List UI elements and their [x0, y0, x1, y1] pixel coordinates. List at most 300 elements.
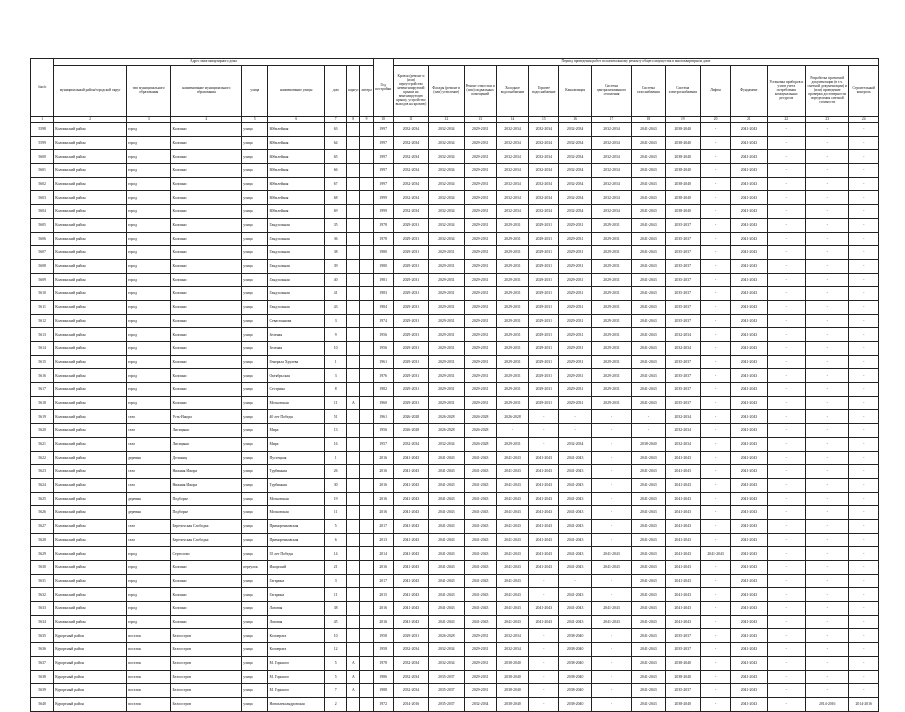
- table-cell: Колпинский район: [54, 437, 127, 451]
- table-cell: 5638: [31, 670, 54, 684]
- table-cell: 2029-2031: [464, 191, 496, 205]
- table-cell: 2038-2040: [665, 205, 700, 219]
- table-cell: улица: [242, 465, 268, 479]
- table-cell: 2032-2034: [559, 177, 591, 191]
- table-cell: 2032-2034: [529, 177, 559, 191]
- table-cell: -: [767, 355, 805, 369]
- table-cell: 5620: [31, 424, 54, 438]
- table-cell: 2041-2043: [496, 574, 528, 588]
- table-cell: -: [700, 602, 730, 616]
- table-cell: 1997: [373, 136, 393, 150]
- table-cell: 2029-2031: [393, 342, 428, 356]
- table-cell: 1980: [373, 246, 393, 260]
- table-cell: 2032-2034: [496, 164, 528, 178]
- table-cell: 43: [325, 300, 347, 314]
- table-cell: 11: [325, 396, 347, 410]
- table-cell: [360, 684, 373, 698]
- table-cell: 2032-2034: [591, 150, 631, 164]
- table-cell: Кооперата: [268, 629, 325, 643]
- table-cell: 2014-2016: [849, 697, 879, 711]
- table-cell: 2041-2043: [632, 136, 665, 150]
- table-cell: 2041-2043: [731, 437, 767, 451]
- table-cell: 1958: [373, 643, 393, 657]
- table-cell: -: [806, 259, 849, 273]
- table-cell: -: [700, 355, 730, 369]
- table-cell: 2041-2043: [665, 574, 700, 588]
- table-cell: 2029-2031: [559, 300, 591, 314]
- table-cell: 2032-2034: [559, 191, 591, 205]
- column-number: 15: [529, 117, 559, 123]
- table-cell: -: [849, 383, 879, 397]
- table-cell: улица: [242, 519, 268, 533]
- table-cell: -: [849, 191, 879, 205]
- table-cell: 2041-2043: [632, 205, 665, 219]
- table-cell: 2041-2043: [731, 246, 767, 260]
- table-cell: -: [700, 519, 730, 533]
- table-cell: Гагарина: [268, 574, 325, 588]
- table-cell: 2029-2031: [464, 643, 496, 657]
- table-cell: [347, 547, 360, 561]
- table-cell: 2032-2034: [559, 437, 591, 451]
- table-cell: -: [849, 424, 879, 438]
- table-cell: 2029-2031: [464, 136, 496, 150]
- table-cell: -: [496, 424, 528, 438]
- col-header: наименование муниципального образования: [171, 66, 242, 117]
- table-cell: 5632: [31, 588, 54, 602]
- table-cell: [347, 643, 360, 657]
- table-cell: Березочская Слободка: [171, 519, 242, 533]
- table-cell: 2029-2031: [464, 670, 496, 684]
- table-cell: -: [700, 177, 730, 191]
- table-cell: 1997: [373, 150, 393, 164]
- table-cell: улица: [242, 656, 268, 670]
- table-cell: 5: [325, 519, 347, 533]
- table-cell: А: [347, 684, 360, 698]
- table-cell: 2041-2043: [731, 492, 767, 506]
- table-cell: 2032-2034: [559, 164, 591, 178]
- table-cell: 2041-2043: [559, 506, 591, 520]
- col-header-num: №п/п: [31, 59, 54, 117]
- table-cell: город: [127, 574, 171, 588]
- table-cell: 2041-2043: [632, 533, 665, 547]
- table-cell: город: [127, 259, 171, 273]
- table-cell: -: [700, 684, 730, 698]
- table-cell: 2038-2040: [559, 656, 591, 670]
- table-cell: улица: [242, 506, 268, 520]
- table-cell: 2029-2031: [591, 300, 631, 314]
- table-cell: -: [700, 328, 730, 342]
- table-cell: 2032-2034: [559, 205, 591, 219]
- table-cell: улица: [242, 355, 268, 369]
- table-cell: [360, 561, 373, 575]
- table-cell: Колпино: [171, 615, 242, 629]
- table-cell: 2029-2031: [393, 259, 428, 273]
- table-cell: 3: [325, 369, 347, 383]
- table-cell: 5: [325, 656, 347, 670]
- table-cell: -: [700, 383, 730, 397]
- table-cell: 5622: [31, 451, 54, 465]
- table-cell: -: [767, 615, 805, 629]
- table-cell: улица: [242, 123, 268, 137]
- table-cell: город: [127, 273, 171, 287]
- table-cell: 19: [325, 492, 347, 506]
- table-cell: [360, 150, 373, 164]
- table-cell: 2041-2043: [632, 259, 665, 273]
- table-cell: 2041-2043: [632, 451, 665, 465]
- table-cell: 2041-2043: [632, 602, 665, 616]
- table-cell: 2038-2040: [665, 150, 700, 164]
- table-cell: -: [767, 300, 805, 314]
- table-cell: 2029-2031: [529, 273, 559, 287]
- table-cell: поселок: [127, 670, 171, 684]
- table-cell: 2029-2031: [393, 314, 428, 328]
- table-cell: -: [591, 492, 631, 506]
- table-cell: 2029-2031: [529, 396, 559, 410]
- periods-group-header: Период проведения работ по капитальному ремонту общего имущества в многоквартирном доме: [393, 59, 878, 66]
- table-cell: 2032-2034: [496, 150, 528, 164]
- table-cell: -: [591, 478, 631, 492]
- table-cell: -: [806, 342, 849, 356]
- table-cell: [360, 643, 373, 657]
- table-cell: 2041-2043: [632, 656, 665, 670]
- table-cell: улица: [242, 287, 268, 301]
- table-cell: [360, 300, 373, 314]
- table-cell: [347, 629, 360, 643]
- table-cell: 2041-2043: [496, 588, 528, 602]
- table-row: [31, 670, 879, 684]
- table-cell: 2038-2040: [559, 697, 591, 711]
- table-cell: 2041-2043: [632, 396, 665, 410]
- table-cell: 2041-2043: [393, 451, 428, 465]
- table-cell: село: [127, 424, 171, 438]
- table-cell: 2032-2034: [393, 150, 428, 164]
- table-cell: 2041-2043: [632, 355, 665, 369]
- table-cell: 2032-2034: [591, 123, 631, 137]
- table-cell: 2029-2031: [464, 205, 496, 219]
- table-cell: 2029-2031: [591, 218, 631, 232]
- table-cell: 1997: [373, 164, 393, 178]
- table-cell: 2029-2031: [496, 287, 528, 301]
- table-cell: город: [127, 218, 171, 232]
- table-cell: [347, 615, 360, 629]
- table-cell: 2026-2028: [393, 424, 428, 438]
- table-cell: -: [806, 410, 849, 424]
- table-cell: 2041-2043: [731, 205, 767, 219]
- table-cell: [360, 259, 373, 273]
- table-cell: 2041-2043: [731, 670, 767, 684]
- header-columns-row: [31, 66, 879, 117]
- table-cell: Мира: [268, 424, 325, 438]
- table-cell: [347, 478, 360, 492]
- table-cell: [347, 369, 360, 383]
- table-row: [31, 506, 879, 520]
- table-cell: 2041-2043: [496, 492, 528, 506]
- table-cell: 2038-2040: [496, 656, 528, 670]
- table-cell: Курортный район: [54, 629, 127, 643]
- table-cell: 2032-2034: [429, 123, 464, 137]
- table-cell: 2032-2034: [429, 164, 464, 178]
- table-cell: Колпино: [171, 561, 242, 575]
- table-cell: 2029-2031: [559, 273, 591, 287]
- table-cell: -: [806, 602, 849, 616]
- table-cell: 2041-2043: [665, 602, 700, 616]
- table-cell: 2041-2043: [731, 396, 767, 410]
- table-cell: 2041-2043: [632, 615, 665, 629]
- table-cell: улица: [242, 259, 268, 273]
- table-cell: -: [767, 697, 805, 711]
- table-cell: -: [767, 369, 805, 383]
- table-cell: -: [849, 588, 879, 602]
- table-cell: улица: [242, 369, 268, 383]
- column-number: 4: [171, 117, 242, 123]
- table-cell: 2041-2043: [464, 451, 496, 465]
- table-cell: 2041-2043: [529, 547, 559, 561]
- table-cell: 2041-2043: [559, 561, 591, 575]
- table-cell: город: [127, 136, 171, 150]
- table-cell: [347, 177, 360, 191]
- table-cell: -: [529, 410, 559, 424]
- table-cell: 2029-2031: [529, 259, 559, 273]
- table-cell: Лисицыно: [171, 424, 242, 438]
- table-cell: 2041-2043: [632, 150, 665, 164]
- table-cell: 2032-2034: [591, 136, 631, 150]
- table-cell: 2032-2034: [559, 123, 591, 137]
- table-cell: Колпино: [171, 342, 242, 356]
- table-cell: 1978: [373, 218, 393, 232]
- table-cell: 2029-2031: [393, 355, 428, 369]
- col-header: Фасады (ремонт и (или) утепление): [429, 66, 464, 117]
- table-cell: -: [849, 246, 879, 260]
- table-row: [31, 656, 879, 670]
- table-cell: -: [767, 602, 805, 616]
- col-header: Лифты: [700, 66, 730, 117]
- table-cell: 2035-2037: [665, 684, 700, 698]
- address-group-header: Адрес многоквартирного дома: [54, 59, 373, 66]
- table-cell: Колпинский район: [54, 519, 127, 533]
- table-cell: 2041-2043: [496, 615, 528, 629]
- table-cell: -: [806, 465, 849, 479]
- table-cell: Юбилейная: [268, 136, 325, 150]
- table-cell: улица: [242, 177, 268, 191]
- table-cell: 2038-2040: [665, 656, 700, 670]
- table-cell: город: [127, 300, 171, 314]
- table-cell: 2029-2031: [464, 287, 496, 301]
- table-cell: -: [849, 314, 879, 328]
- table-cell: 2038-2040: [496, 697, 528, 711]
- table-cell: Колпинский район: [54, 561, 127, 575]
- table-cell: [347, 383, 360, 397]
- table-cell: 2029-2031: [429, 259, 464, 273]
- table-cell: -: [767, 396, 805, 410]
- table-cell: город: [127, 123, 171, 137]
- table-cell: Юбилейная: [268, 177, 325, 191]
- table-cell: 5613: [31, 328, 54, 342]
- table-cell: 2041-2043: [429, 492, 464, 506]
- table-cell: поселок: [127, 629, 171, 643]
- table-cell: 2038-2040: [559, 643, 591, 657]
- table-cell: -: [767, 670, 805, 684]
- table-cell: улица: [242, 643, 268, 657]
- table-cell: Колпино: [171, 588, 242, 602]
- table-cell: 64: [325, 136, 347, 150]
- table-cell: 1960: [373, 396, 393, 410]
- table-cell: -: [806, 424, 849, 438]
- table-row: [31, 492, 879, 506]
- table-row: [31, 246, 879, 260]
- table-cell: -: [806, 519, 849, 533]
- table-cell: 2041-2043: [559, 465, 591, 479]
- table-cell: -: [849, 150, 879, 164]
- table-cell: 2041-2043: [665, 451, 700, 465]
- table-cell: 2029-2031: [429, 383, 464, 397]
- table-cell: Юбилейная: [268, 123, 325, 137]
- table-cell: Ижорский: [268, 561, 325, 575]
- table-row: [31, 547, 879, 561]
- table-row: [31, 177, 879, 191]
- table-cell: 2016: [373, 492, 393, 506]
- table-cell: 2029-2031: [529, 287, 559, 301]
- table-cell: улица: [242, 150, 268, 164]
- table-cell: улица: [242, 314, 268, 328]
- table-cell: город: [127, 561, 171, 575]
- table-row: [31, 259, 879, 273]
- table-cell: улица: [242, 424, 268, 438]
- table-cell: город: [127, 328, 171, 342]
- table-cell: 2032-2034: [559, 150, 591, 164]
- table-row: [31, 451, 879, 465]
- table-cell: 2041-2043: [731, 342, 767, 356]
- table-cell: [360, 355, 373, 369]
- table-cell: [360, 588, 373, 602]
- table-cell: -: [767, 451, 805, 465]
- table-cell: 2041-2043: [591, 547, 631, 561]
- table-cell: 2035-2037: [429, 697, 464, 711]
- table-cell: 5626: [31, 506, 54, 520]
- table-cell: Подборье: [171, 492, 242, 506]
- column-number: 7: [325, 117, 347, 123]
- table-cell: поселок: [127, 697, 171, 711]
- table-cell: 2041-2043: [529, 492, 559, 506]
- table-cell: 2026-2028: [429, 424, 464, 438]
- table-cell: Березочская Слободка: [171, 533, 242, 547]
- table-cell: 2026-2028: [464, 437, 496, 451]
- table-cell: -: [849, 437, 879, 451]
- table-cell: Колпинский район: [54, 150, 127, 164]
- table-cell: [347, 273, 360, 287]
- table-cell: -: [849, 629, 879, 643]
- table-cell: 2041-2043: [529, 615, 559, 629]
- table-cell: 7: [325, 684, 347, 698]
- table-cell: 2029-2031: [529, 300, 559, 314]
- table-cell: -: [700, 492, 730, 506]
- table-cell: город: [127, 232, 171, 246]
- table-cell: -: [806, 191, 849, 205]
- table-cell: 2041-2043: [665, 547, 700, 561]
- table-cell: 2029-2031: [393, 396, 428, 410]
- table-cell: -: [849, 355, 879, 369]
- table-cell: 2029-2031: [496, 328, 528, 342]
- table-cell: 2032-2034: [591, 191, 631, 205]
- table-cell: 5635: [31, 629, 54, 643]
- table-cell: Колпинский район: [54, 287, 127, 301]
- column-number: 17: [591, 117, 631, 123]
- table-cell: 5: [325, 670, 347, 684]
- table-cell: Колпинский район: [54, 191, 127, 205]
- table-cell: 2032-2034: [496, 123, 528, 137]
- table-row: [31, 369, 879, 383]
- table-cell: 2041-2043: [632, 218, 665, 232]
- table-cell: 2041-2043: [464, 533, 496, 547]
- table-cell: 2041-2043: [700, 547, 730, 561]
- table-cell: 2041-2043: [393, 533, 428, 547]
- table-cell: 2029-2031: [393, 273, 428, 287]
- table-cell: 2041-2043: [632, 123, 665, 137]
- table-cell: -: [849, 670, 879, 684]
- table-cell: 5619: [31, 410, 54, 424]
- table-cell: Колпинский район: [54, 232, 127, 246]
- table-cell: 2029-2031: [464, 383, 496, 397]
- table-cell: 2029-2031: [464, 177, 496, 191]
- table-cell: 2029-2031: [591, 232, 631, 246]
- column-number: 18: [632, 117, 665, 123]
- table-cell: 1982: [373, 383, 393, 397]
- table-cell: [360, 232, 373, 246]
- table-cell: 2041-2043: [393, 615, 428, 629]
- table-cell: 2038-2040: [665, 191, 700, 205]
- column-number: 1: [31, 117, 54, 123]
- table-cell: 2041-2043: [632, 164, 665, 178]
- table-cell: -: [700, 670, 730, 684]
- table-row: [31, 697, 879, 711]
- table-cell: Гандзольная: [268, 300, 325, 314]
- table-cell: 66: [325, 164, 347, 178]
- table-cell: 16: [325, 437, 347, 451]
- table-cell: Колпино: [171, 191, 242, 205]
- table-cell: -: [767, 136, 805, 150]
- table-cell: 2032-2034: [429, 150, 464, 164]
- table-cell: улица: [242, 246, 268, 260]
- table-cell: 2041-2043: [559, 533, 591, 547]
- table-cell: город: [127, 191, 171, 205]
- table-cell: -: [806, 547, 849, 561]
- table-cell: А: [347, 670, 360, 684]
- table-cell: Колпинский район: [54, 574, 127, 588]
- table-row: [31, 300, 879, 314]
- table-cell: улица: [242, 547, 268, 561]
- table-cell: -: [591, 410, 631, 424]
- table-cell: 2029-2031: [464, 396, 496, 410]
- table-cell: 41: [325, 287, 347, 301]
- table-cell: 2032-2034: [393, 205, 428, 219]
- table-cell: 2041-2043: [393, 547, 428, 561]
- table-cell: -: [767, 328, 805, 342]
- table-cell: 2038-2040: [665, 177, 700, 191]
- table-cell: [347, 451, 360, 465]
- table-cell: -: [849, 259, 879, 273]
- table-cell: 35 лет Победы: [268, 547, 325, 561]
- table-cell: город: [127, 205, 171, 219]
- table-cell: 2029-2031: [559, 369, 591, 383]
- table-cell: село: [127, 533, 171, 547]
- table-cell: Колпино: [171, 355, 242, 369]
- table-cell: 2041-2043: [529, 602, 559, 616]
- table-cell: 2035-2037: [665, 259, 700, 273]
- table-cell: Генерала Хрулева: [268, 355, 325, 369]
- table-cell: 5615: [31, 355, 54, 369]
- table-cell: Подборье: [171, 506, 242, 520]
- table-cell: 2041-2043: [529, 561, 559, 575]
- table-cell: Белоостров: [171, 670, 242, 684]
